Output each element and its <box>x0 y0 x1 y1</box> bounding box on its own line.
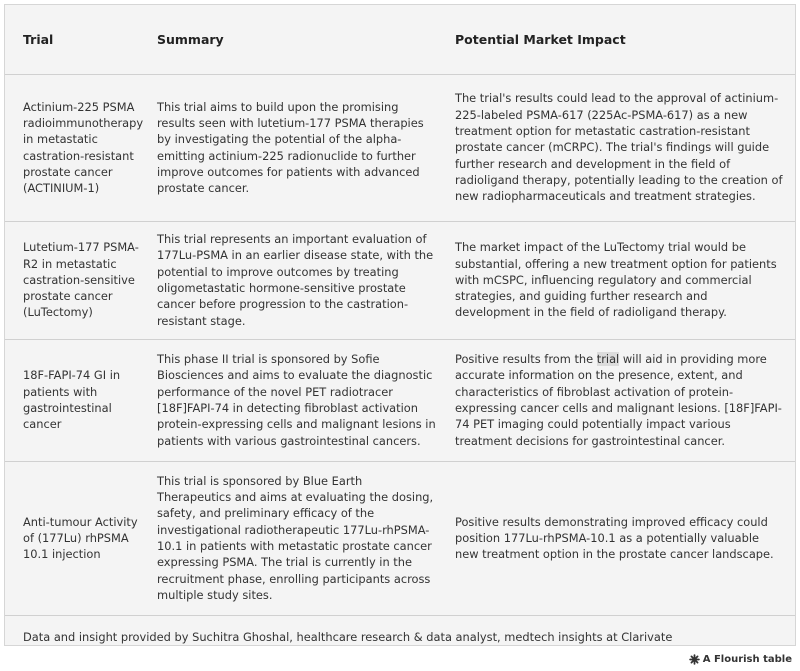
highlighted-word: trial <box>596 352 620 367</box>
summary-cell: This trial aims to build upon the promising results seen with lutetium-177 PSMA therapies by investigating the potential of the alpha-emitting actinium-225 radionuclide to further improve outcomes for patients with advanced prostate cancer. <box>145 74 445 221</box>
summary-cell: This phase II trial is sponsored by Sofie Biosciences and aims to evaluate the diagnostic performance of the novel PET radiotracer [18F]FAPI-74 in detecting fibroblast activation protein-expressing cells and malignant lesions in patients with various gastrointestinal cancers. <box>145 339 445 461</box>
impact-cell: The trial's results could lead to the approval of actinium-225-labeled PSMA-617 (225Ac-PSMA-617) as a new treatment option for metastatic castration-resistant prostate cancer (mCRPC). The trial's findings will guide further research and development in the field of radioligand therapy, potentially leading to the creation of new radiopharmaceuticals and treatment strategies. <box>445 74 795 221</box>
impact-cell: Positive results demonstrating improved efficacy could position 177Lu-rhPSMA-10.1 as a potentially valuable new treatment option in the prostate cancer landscape. <box>445 461 795 615</box>
header-summary[interactable]: Summary <box>145 5 445 74</box>
table-container <box>4 4 796 646</box>
flourish-logo-icon <box>689 654 700 665</box>
table-row <box>5 461 795 615</box>
trial-cell: Lutetium-177 PSMA-R2 in metastatic castration-sensitive prostate cancer (LuTectomy) <box>5 221 145 339</box>
impact-text-after: will aid in providing more accurate information on the presence, extent, and characteristics of fibroblast activation of protein-expressing cancer cells and malignant lesions. [18F]FAPI-74 PET imaging could potentially impact various treatment decisions for gastrointestinal cancer. <box>455 352 782 448</box>
flourish-credit-label[interactable]: A Flourish table <box>702 654 792 665</box>
trials-table <box>5 5 795 616</box>
source-footnote: Data and insight provided by Suchitra Ghoshal, healthcare research & data analyst, medtech insights at Clarivate <box>23 630 673 644</box>
flourish-credit-link[interactable] <box>689 654 792 665</box>
impact-cell: The market impact of the LuTectomy trial would be substantial, offering a new treatment option for patients with mCSPC, influencing regulatory and commercial strategies, and guiding further research and development in the field of radioligand therapy. <box>445 221 795 339</box>
summary-cell: This trial represents an important evaluation of 177Lu-PSMA in an earlier disease state, with the potential to improve outcomes by treating oligometastatic hormone-sensitive prostate cancer before progression to the castration-resistant stage. <box>145 221 445 339</box>
trial-cell: 18F-FAPI-74 GI in patients with gastrointestinal cancer <box>5 339 145 461</box>
impact-cell <box>445 339 795 461</box>
table-row <box>5 74 795 221</box>
summary-cell: This trial is sponsored by Blue Earth Therapeutics and aims at evaluating the dosing, safety, and preliminary efficacy of the investigational radiotherapeutic 177Lu-rhPSMA-10.1 in patients with metastatic prostate cancer expressing PSMA. The trial is currently in the recruitment phase, enrolling participants across multiple study sites. <box>145 461 445 615</box>
header-trial[interactable]: Trial <box>5 5 145 74</box>
header-market-impact[interactable]: Potential Market Impact <box>445 5 795 74</box>
trial-cell: Actinium-225 PSMA radioimmunotherapy in metastatic castration-resistant prostate cancer (ACTINIUM-1) <box>5 74 145 221</box>
table-row <box>5 339 795 461</box>
trial-cell: Anti-tumour Activity of (177Lu) rhPSMA 10.1 injection <box>5 461 145 615</box>
table-row <box>5 221 795 339</box>
header-row <box>5 5 795 74</box>
impact-text-before: Positive results from the <box>455 352 597 367</box>
